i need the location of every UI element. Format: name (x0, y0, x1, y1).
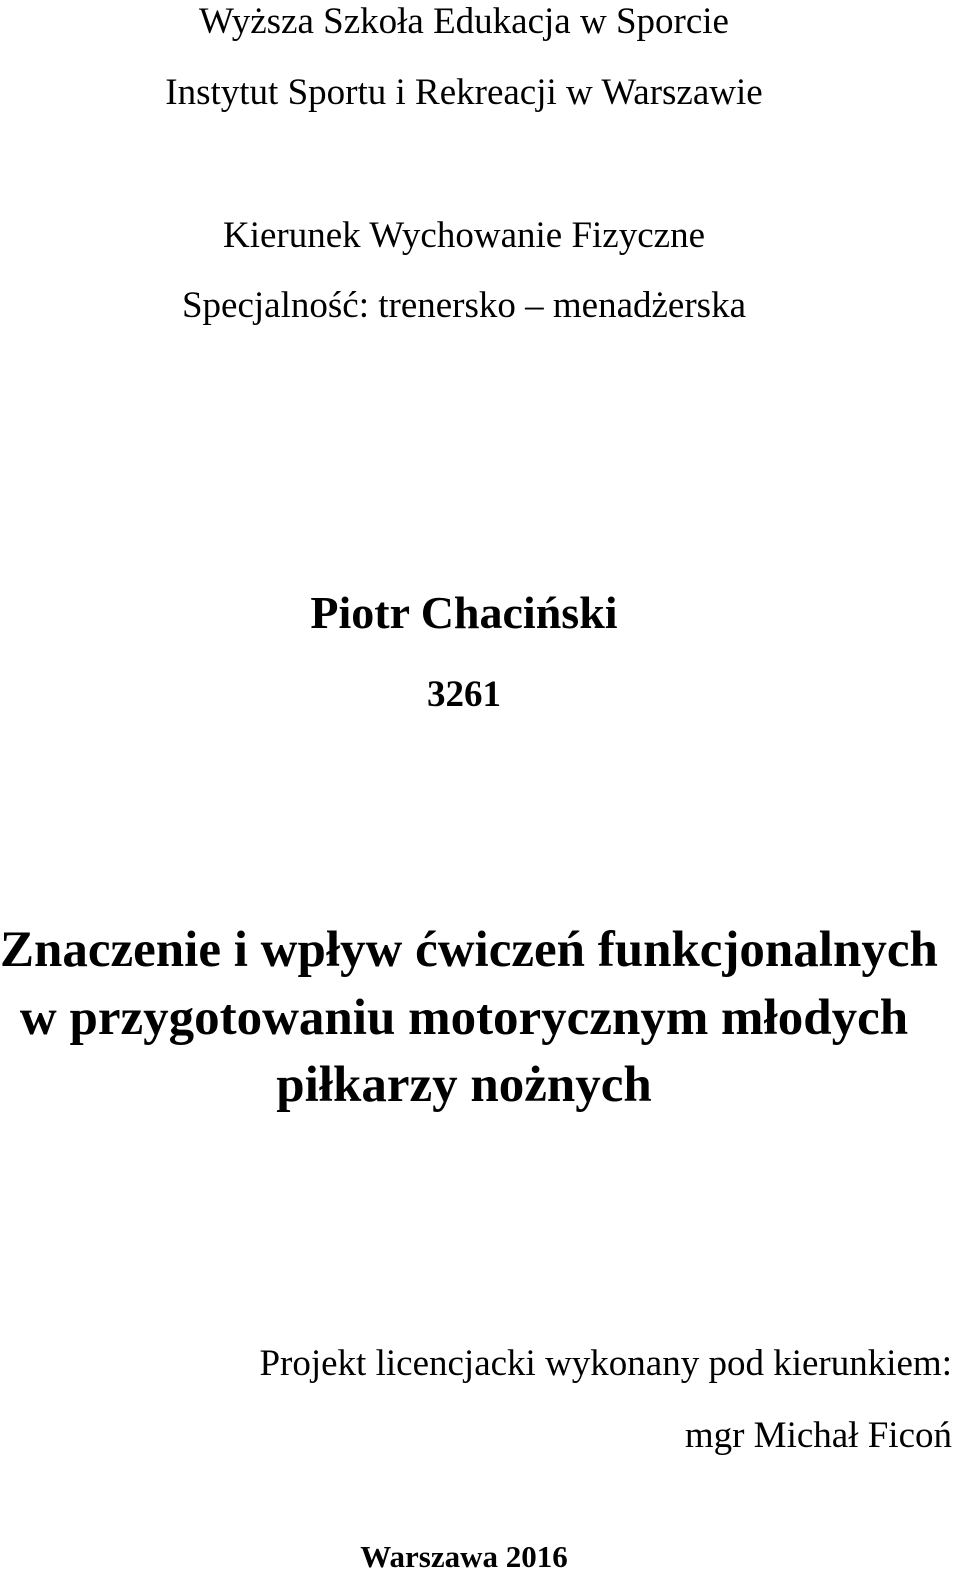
thesis-title-line: w przygotowaniu motorycznym młodych (19, 990, 909, 1046)
place-and-year: Warszawa 2016 (360, 1539, 568, 1574)
author-name: Piotr Chaciński (310, 587, 618, 638)
university-name: Wyższa Szkoła Edukacja w Sporcie (199, 1, 729, 42)
thesis-title-line: piłkarzy nożnych (276, 1057, 652, 1113)
specialization: Specjalność: trenersko – menadżerska (181, 285, 747, 326)
institute-name: Instytut Sportu i Rekreacji w Warszawie (165, 72, 763, 113)
supervision-label: Projekt licencjacki wykonany pod kierunkiem: (259, 1343, 952, 1384)
field-of-study: Kierunek Wychowanie Fizyczne (222, 215, 705, 256)
supervisor-name: mgr Michał Ficoń (684, 1415, 952, 1456)
album-number: 3261 (427, 674, 501, 715)
thesis-title-line: Znaczenie i wpływ ćwiczeń funkcjonalnych (0, 922, 938, 978)
